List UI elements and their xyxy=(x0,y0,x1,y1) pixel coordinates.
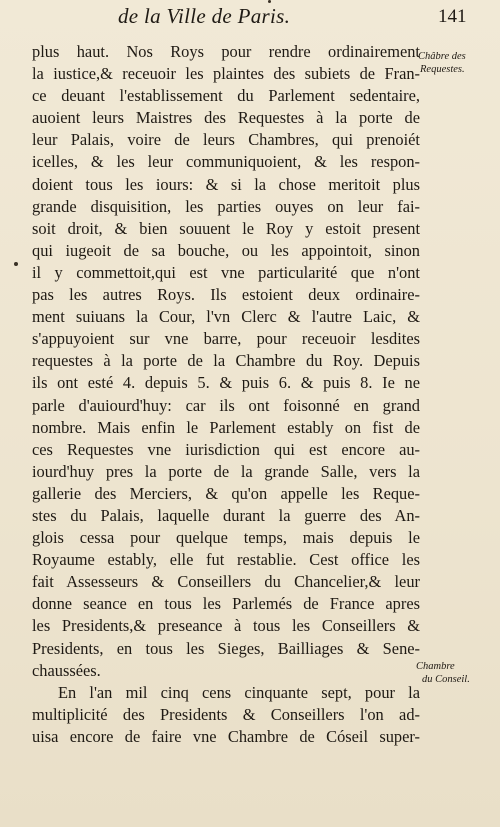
margin-note-chambre-conseil xyxy=(416,660,470,686)
margin-note-chambre-requestes xyxy=(418,50,466,76)
text-line: doient tous les iours: & si la chose meritoit plus xyxy=(32,174,420,194)
printer-ornament-dot xyxy=(268,0,271,3)
body-text xyxy=(32,41,420,748)
text-line: requestes à la porte de la Chambre du Roy. Depuis xyxy=(32,351,420,371)
text-line: Presidents, en tous les Sieges, Bailliages & Sene- xyxy=(32,638,420,658)
text-line: glois cessa pour quelque temps, mais depuis le xyxy=(32,528,420,548)
text-line: nombre. Mais enfin le Parlement estably on fist de xyxy=(32,417,420,437)
text-line: s'appuyoient sur vne barre, pour receuoir lesdites xyxy=(32,329,420,349)
text-line: fait Assesseurs & Conseillers du Chancelier,& leur xyxy=(32,572,420,592)
text-line: leur Palais, voire de leurs Chambres, qui prenoiét xyxy=(32,130,420,150)
running-title: de la Ville de Paris. xyxy=(118,4,291,28)
margin-note-line: Requestes. xyxy=(420,64,465,75)
text-line: chaussées. xyxy=(32,660,101,680)
margin-bullet-mark xyxy=(14,262,18,266)
text-line: les Presidents,& preseance à tous les Conseillers & xyxy=(32,616,420,636)
page-number: 141 xyxy=(438,6,467,27)
text-line: soit droit, & bien souuent le Roy y estoit present xyxy=(32,218,420,238)
text-line: donne seance en tous les Parlemés de France apres xyxy=(32,594,420,614)
text-line: multiplicité des Presidents & Conseillers l'on ad- xyxy=(32,704,420,724)
text-line: iourd'huy pres la porte de la grande Salle, vers la xyxy=(32,461,420,481)
text-line: ce deuant l'establissement du Parlement sedentaire, xyxy=(32,86,420,106)
text-line: ils ont esté 4. depuis 5. & puis 6. & puis 8. Ie ne xyxy=(32,373,420,393)
text-line: Royaume estably, elle fut restablie. Cest office les xyxy=(32,550,420,570)
margin-note-line: Chambre xyxy=(416,661,455,672)
text-line: gallerie des Merciers, & qu'on appelle les Reque- xyxy=(32,483,420,503)
text-line: qui iugeoit de sa bouche, ou les appointoit, sinon xyxy=(32,240,420,260)
text-line: pas les autres Roys. Ils estoient deux ordinaire- xyxy=(32,285,420,305)
text-line: icelles, & les leur communiquoient, & les respon- xyxy=(32,152,420,172)
text-line: parle d'auiourd'huy: car ils ont foisonné en grand xyxy=(32,395,420,415)
text-line: il y commettoit,qui est vne particularité que n'ont xyxy=(32,262,420,282)
text-line: uisa encore de faire vne Chambre de Cóseil super- xyxy=(32,726,420,746)
text-line: ces Requestes vne iurisdiction qui est encore au- xyxy=(32,439,420,459)
text-line: En l'an mil cinq cens cinquante sept, pour la xyxy=(58,682,420,702)
text-line: la iustice,& receuoir les plaintes des subiets de Fran- xyxy=(32,64,420,84)
text-line: plus haut. Nos Roys pour rendre ordinairement xyxy=(32,42,420,61)
text-line: grande disquisition, les parties ouyes on leur fai- xyxy=(32,196,420,216)
text-line: stes du Palais, laquelle durant la guerre des An- xyxy=(32,505,420,525)
text-line: ment suiuans la Cour, l'vn Clerc & l'autre Laic, & xyxy=(32,307,420,327)
text-line: auoient leurs Maistres des Requestes à la porte de xyxy=(32,108,420,128)
margin-note-line: du Conseil. xyxy=(422,674,470,685)
margin-note-line: Châbre des xyxy=(418,51,466,62)
